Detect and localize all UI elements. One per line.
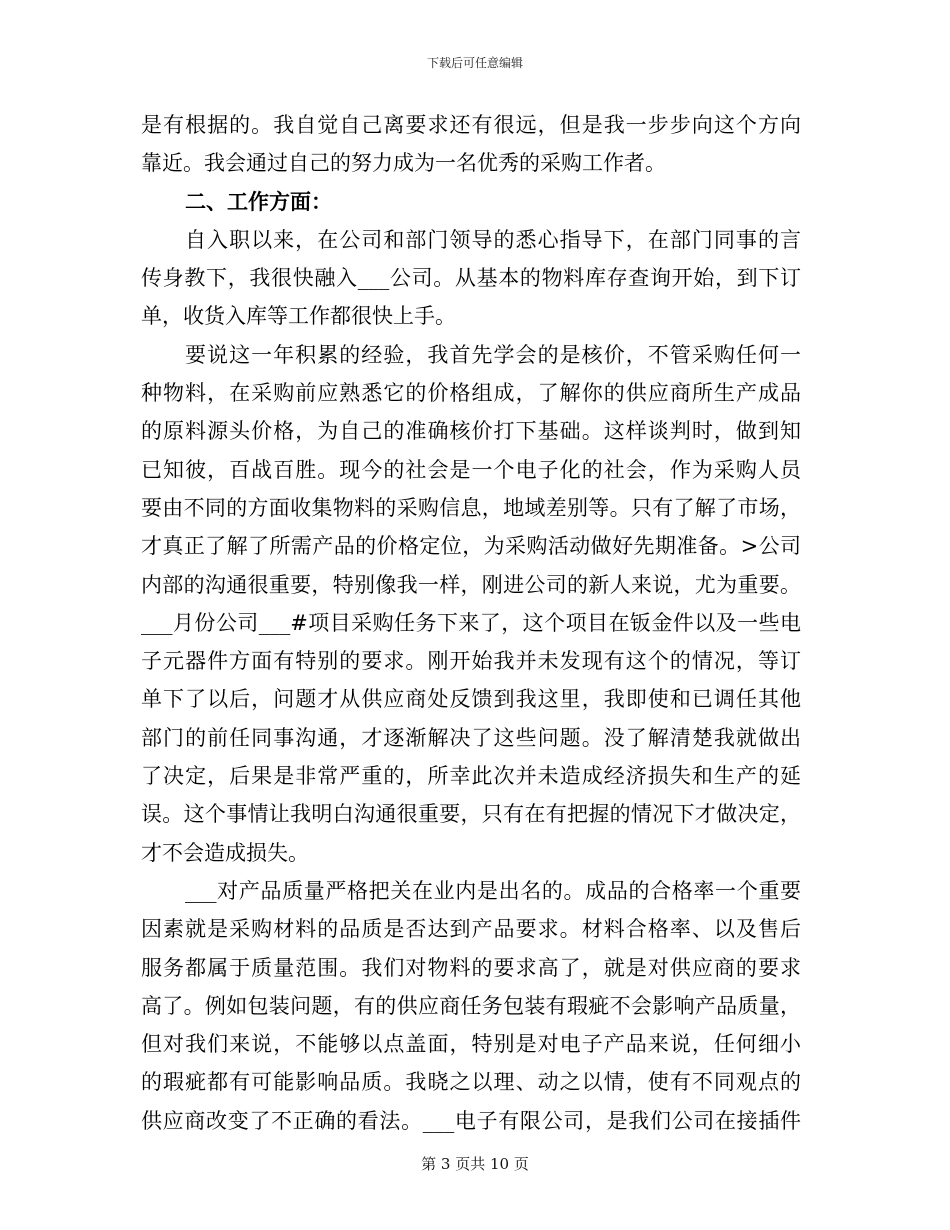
text-line: 种物料，在采购前应熟悉它的价格组成，了解你的供应商所生产成品 (141, 381, 801, 406)
text-line: 才真正了解了所需产品的价格定位，为采购活动做好先期准备。>公司 (141, 534, 801, 559)
section-heading: 二、工作方面： (185, 188, 332, 214)
text-line: ___对产品质量严格把关在业内是出名的。成品的合格率一个重要 (185, 878, 801, 903)
text-line: 已知彼，百战百胜。现今的社会是一个电子化的社会，作为采购人员 (141, 457, 801, 482)
text-line: 供应商改变了不正确的看法。___电子有限公司，是我们公司在接插件 (141, 1108, 801, 1133)
text-line: 因素就是采购材料的品质是否达到产品要求。材料合格率、以及售后 (141, 917, 801, 942)
text-line: 单，收货入库等工作都很快上手。 (141, 304, 456, 329)
text-line: 服务都属于质量范围。我们对物料的要求高了，就是对供应商的要求 (141, 955, 801, 980)
text-line: 了决定，后果是非常严重的，所幸此次并未造成经济损失和生产的延 (141, 764, 801, 789)
text-line: 传身教下，我很快融入___公司。从基本的物料库存查询开始，到下订 (141, 266, 801, 291)
page-header: 下载后可任意编辑 (426, 56, 523, 70)
text-line: 是有根据的。我自觉自己离要求还有很远，但是我一步步向这个方向 (141, 113, 801, 137)
text-line: 的瑕疵都有可能影响品质。我晓之以理、动之以情，使有不同观点的 (141, 1070, 801, 1095)
page-number: 第 3 页共 10 页 (421, 1155, 529, 1173)
text-line: ___月份公司___#项目采购任务下来了，这个项目在钣金件以及一些电 (141, 610, 801, 635)
document-body (141, 106, 801, 1140)
text-line: 自入职以来，在公司和部门领导的悉心指导下，在部门同事的言 (185, 227, 801, 252)
text-line: 要由不同的方面收集物料的采购信息，地域差别等。只有了解了市场， (141, 495, 801, 520)
text-line: 单下了以后，问题才从供应商处反馈到我这里，我即使和已调任其他 (141, 687, 801, 712)
text-line: 靠近。我会通过自己的努力成为一名优秀的采购工作者。 (141, 151, 666, 176)
text-line: 内部的沟通很重要，特别像我一样，刚进公司的新人来说，尤为重要。 (141, 572, 801, 597)
text-line: 的原料源头价格，为自己的准确核价打下基础。这样谈判时，做到知 (141, 419, 801, 444)
text-line: 误。这个事情让我明白沟通很重要，只有在有把握的情况下才做决定， (141, 802, 801, 827)
text-line: 子元器件方面有特别的要求。刚开始我并未发现有这个的情况，等订 (141, 649, 801, 674)
text-line: 才不会造成损失。 (141, 840, 309, 865)
text-line: 但对我们来说，不能够以点盖面，特别是对电子产品来说，任何细小 (141, 1032, 801, 1057)
text-line: 要说这一年积累的经验，我首先学会的是核价，不管采购任何一 (185, 342, 801, 367)
text-line: 部门的前任同事沟通，才逐渐解决了这些问题。没了解清楚我就做出 (141, 725, 801, 750)
text-line: 高了。例如包装问题，有的供应商任务包装有瑕疵不会影响产品质量， (141, 993, 801, 1018)
